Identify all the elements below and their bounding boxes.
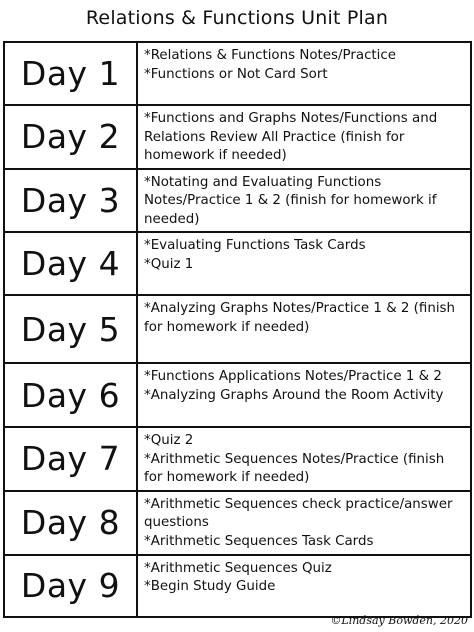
task-item: *Analyzing Graphs Notes/Practice 1 & 2 (finish for homework if needed) [144, 301, 455, 335]
task-item: *Quiz 1 [144, 256, 194, 272]
table-row [4, 105, 471, 169]
day-label: Day 4 [4, 232, 137, 295]
table-row [4, 427, 471, 491]
day-label: Day 6 [4, 363, 137, 427]
task-item: *Arithmetic Sequences Quiz [144, 560, 332, 576]
task-item: *Quiz 2 [144, 433, 194, 448]
task-cell [137, 363, 471, 427]
table-row [4, 491, 471, 555]
task-cell [137, 169, 471, 233]
task-cell [137, 491, 471, 555]
page-title: Relations & Functions Unit Plan [85, 7, 389, 29]
day-label: Day 9 [4, 555, 137, 617]
task-item: *Analyzing Graphs Around the Room Activity [144, 387, 444, 403]
task-item: *Arithmetic Sequences Task Cards [144, 533, 374, 549]
task-item: *Functions or Not Card Sort [144, 66, 328, 82]
day-label: Day 3 [4, 169, 137, 233]
unit-plan-table [3, 41, 472, 618]
table-row [4, 363, 471, 427]
task-item: *Arithmetic Sequences Notes/Practice (finish for homework if needed) [144, 451, 445, 485]
table-row [4, 42, 471, 105]
table-row [4, 295, 471, 363]
task-cell [137, 232, 471, 295]
copyright-footer: ©Lindsay Bowden, 2020 [330, 614, 468, 627]
task-item: *Notating and Evaluating Functions Notes/Practice 1 & 2 (finish for homework if needed) [144, 174, 437, 227]
task-cell [137, 105, 471, 169]
task-cell [137, 555, 471, 617]
day-label: Day 5 [4, 295, 137, 363]
task-cell [137, 295, 471, 363]
task-item: *Functions and Graphs Notes/Functions and Relations Review All Practice (finish for homework if needed) [144, 111, 438, 163]
day-label: Day 2 [4, 105, 137, 169]
table-row [4, 169, 471, 233]
task-cell [137, 427, 471, 491]
task-cell [137, 42, 471, 105]
day-label: Day 7 [4, 427, 137, 491]
day-label: Day 8 [4, 491, 137, 555]
task-item: *Begin Study Guide [144, 579, 276, 594]
task-item: *Functions Applications Notes/Practice 1 & 2 [144, 369, 442, 384]
table-row [4, 555, 471, 617]
task-item: *Evaluating Functions Task Cards [144, 238, 366, 253]
task-item: *Arithmetic Sequences check practice/answer questions [144, 496, 453, 530]
task-item: *Relations & Functions Notes/Practice [144, 48, 397, 63]
day-label: Day 1 [4, 42, 137, 105]
table-row [4, 232, 471, 295]
